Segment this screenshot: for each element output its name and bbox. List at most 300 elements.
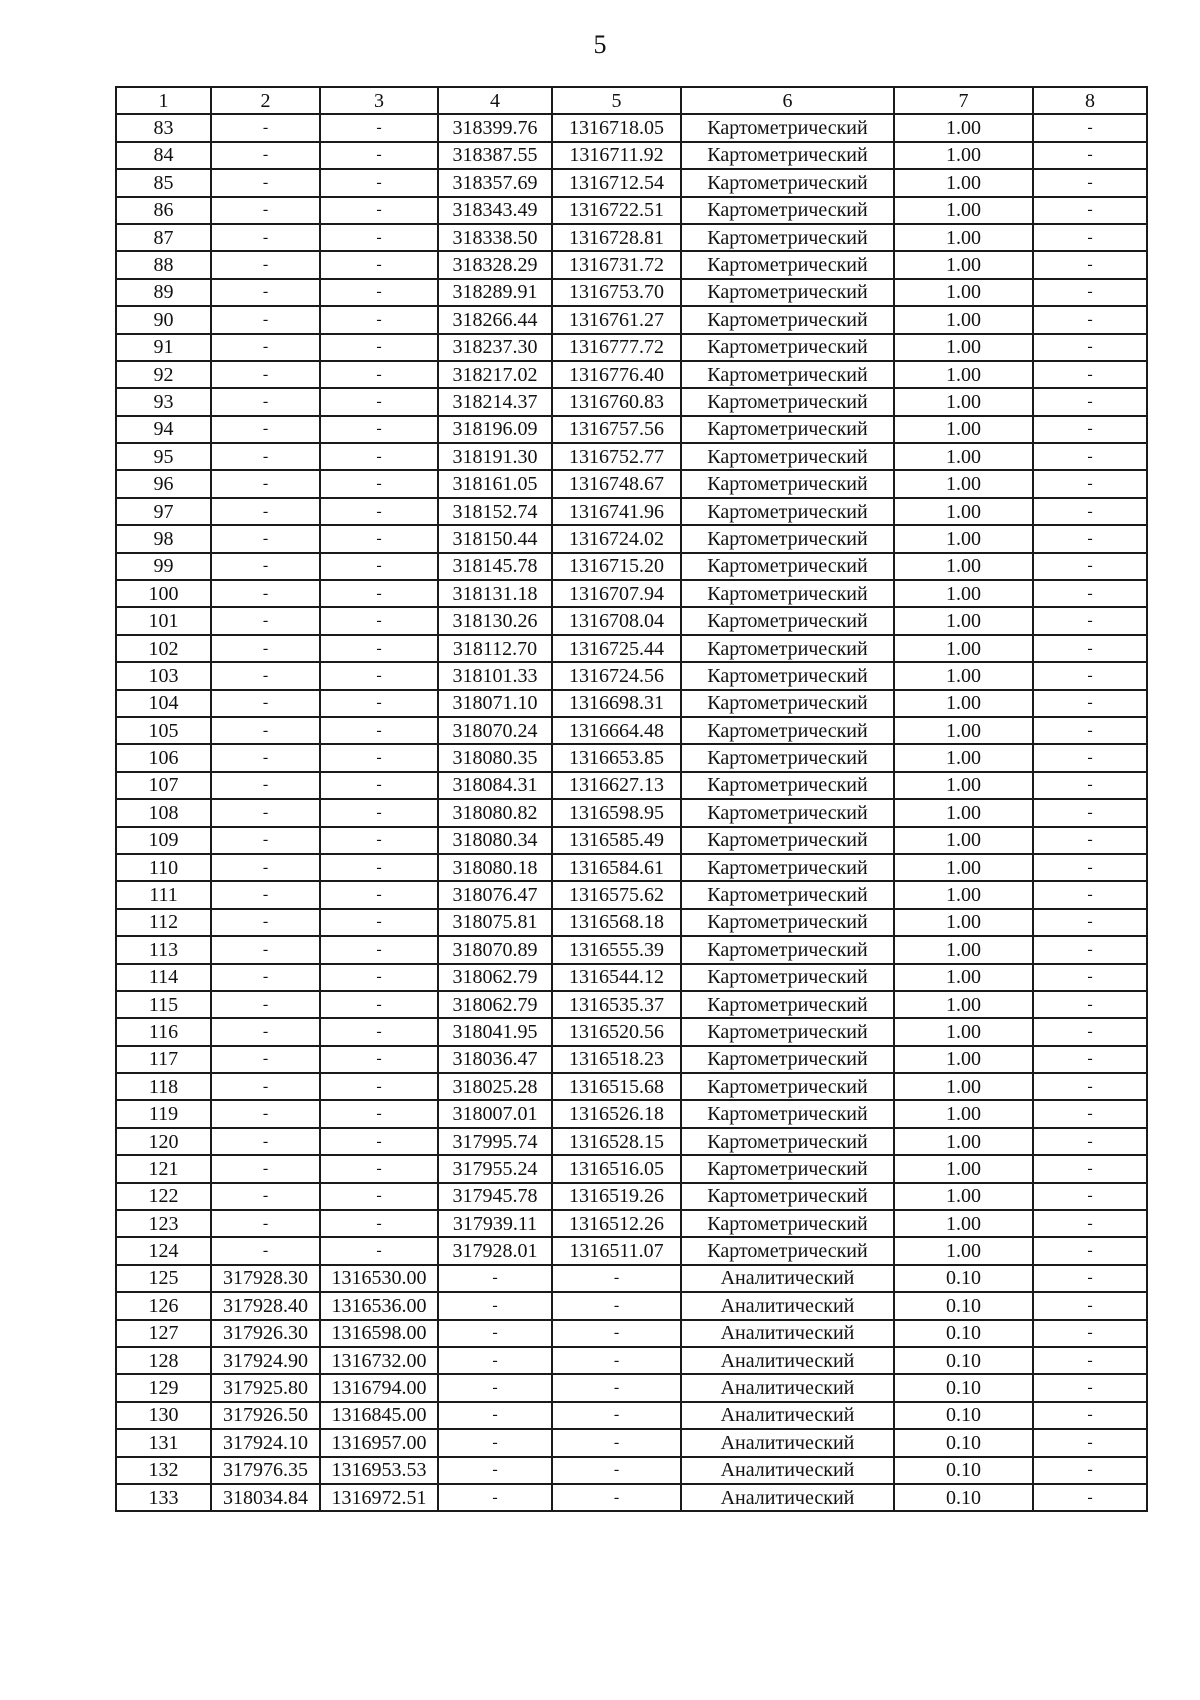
table-cell: - — [211, 1155, 320, 1182]
table-cell: 0.10 — [894, 1347, 1033, 1374]
table-cell: - — [211, 142, 320, 169]
table-cell: 1316520.56 — [552, 1018, 681, 1045]
table-cell: - — [211, 525, 320, 552]
table-cell: 127 — [116, 1320, 211, 1347]
table-cell: 1.00 — [894, 635, 1033, 662]
table-cell: 116 — [116, 1018, 211, 1045]
table-cell: 1316698.31 — [552, 690, 681, 717]
table-cell: 107 — [116, 772, 211, 799]
table-cell: 1.00 — [894, 1155, 1033, 1182]
table-cell: 92 — [116, 361, 211, 388]
table-cell: - — [211, 936, 320, 963]
table-cell: Картометрический — [681, 936, 894, 963]
column-header-8: 8 — [1033, 87, 1147, 114]
table-cell: 89 — [116, 279, 211, 306]
table-cell: 103 — [116, 662, 211, 689]
table-cell: - — [552, 1347, 681, 1374]
table-row — [116, 936, 1147, 963]
table-cell: - — [1033, 881, 1147, 908]
table-cell: - — [320, 1155, 438, 1182]
table-cell: - — [1033, 1265, 1147, 1292]
table-row — [116, 224, 1147, 251]
table-row — [116, 443, 1147, 470]
table-cell: - — [211, 1237, 320, 1264]
table-cell: 96 — [116, 470, 211, 497]
table-cell: - — [1033, 251, 1147, 278]
table-row — [116, 772, 1147, 799]
table-cell: - — [1033, 909, 1147, 936]
table-cell: - — [320, 854, 438, 881]
table-cell: - — [320, 1046, 438, 1073]
table-cell: 84 — [116, 142, 211, 169]
table-cell: Картометрический — [681, 991, 894, 1018]
table-cell: Аналитический — [681, 1265, 894, 1292]
table-cell: 318399.76 — [438, 114, 552, 141]
table-cell: 130 — [116, 1402, 211, 1429]
table-row — [116, 1155, 1147, 1182]
table-row — [116, 525, 1147, 552]
table-cell: Картометрический — [681, 580, 894, 607]
table-cell: - — [1033, 991, 1147, 1018]
table-cell: 1.00 — [894, 1210, 1033, 1237]
table-cell: Картометрический — [681, 827, 894, 854]
table-cell: 1316664.48 — [552, 717, 681, 744]
table-cell: 105 — [116, 717, 211, 744]
table-cell: 0.10 — [894, 1374, 1033, 1401]
table-cell: - — [1033, 1457, 1147, 1484]
table-cell: 1316544.12 — [552, 964, 681, 991]
table-cell: 126 — [116, 1292, 211, 1319]
table-cell: - — [320, 635, 438, 662]
table-cell: - — [438, 1457, 552, 1484]
table-cell: 317924.90 — [211, 1347, 320, 1374]
table-cell: 1.00 — [894, 224, 1033, 251]
table-row — [116, 1320, 1147, 1347]
table-cell: 1316715.20 — [552, 553, 681, 580]
table-cell: 318080.35 — [438, 744, 552, 771]
table-cell: 93 — [116, 388, 211, 415]
table-row — [116, 854, 1147, 881]
table-row — [116, 1265, 1147, 1292]
table-cell: 1316568.18 — [552, 909, 681, 936]
table-cell: 1.00 — [894, 1046, 1033, 1073]
table-cell: 1316724.56 — [552, 662, 681, 689]
table-cell: 129 — [116, 1374, 211, 1401]
table-cell: 1.00 — [894, 361, 1033, 388]
table-row — [116, 909, 1147, 936]
table-cell: 118 — [116, 1073, 211, 1100]
table-cell: - — [211, 635, 320, 662]
table-cell: - — [438, 1347, 552, 1374]
table-cell: 106 — [116, 744, 211, 771]
table-cell: - — [320, 114, 438, 141]
table-row — [116, 1073, 1147, 1100]
table-cell: 1.00 — [894, 909, 1033, 936]
table-row — [116, 1374, 1147, 1401]
table-cell: Картометрический — [681, 251, 894, 278]
table-cell: 318343.49 — [438, 197, 552, 224]
table-cell: Картометрический — [681, 854, 894, 881]
table-cell: 318084.31 — [438, 772, 552, 799]
table-cell: - — [438, 1265, 552, 1292]
table-cell: 83 — [116, 114, 211, 141]
table-cell: 1.00 — [894, 251, 1033, 278]
table-cell: 122 — [116, 1183, 211, 1210]
table-cell: 1.00 — [894, 1073, 1033, 1100]
table-cell: 1.00 — [894, 964, 1033, 991]
table-cell: - — [320, 251, 438, 278]
table-row — [116, 1484, 1147, 1511]
table-cell: 1.00 — [894, 1237, 1033, 1264]
table-cell: Картометрический — [681, 1210, 894, 1237]
table-row — [116, 169, 1147, 196]
table-cell: 1.00 — [894, 470, 1033, 497]
table-cell: 87 — [116, 224, 211, 251]
table-row — [116, 142, 1147, 169]
table-cell: 100 — [116, 580, 211, 607]
table-cell: - — [320, 881, 438, 908]
table-cell: - — [211, 114, 320, 141]
table-cell: - — [1033, 1210, 1147, 1237]
table-cell: 124 — [116, 1237, 211, 1264]
table-cell: 0.10 — [894, 1265, 1033, 1292]
table-cell: - — [320, 827, 438, 854]
table-cell: 318075.81 — [438, 909, 552, 936]
table-cell: - — [438, 1429, 552, 1456]
table-cell: 1316777.72 — [552, 334, 681, 361]
table-cell: - — [1033, 553, 1147, 580]
table-cell: 317924.10 — [211, 1429, 320, 1456]
table-cell: 1316555.39 — [552, 936, 681, 963]
table-row — [116, 1046, 1147, 1073]
table-cell: 318357.69 — [438, 169, 552, 196]
table-cell: Картометрический — [681, 690, 894, 717]
table-cell: 1316518.23 — [552, 1046, 681, 1073]
table-cell: 117 — [116, 1046, 211, 1073]
table-cell: 121 — [116, 1155, 211, 1182]
table-cell: - — [320, 662, 438, 689]
table-cell: Картометрический — [681, 635, 894, 662]
table-body — [116, 114, 1147, 1511]
table-cell: 318080.34 — [438, 827, 552, 854]
table-cell: - — [211, 690, 320, 717]
table-cell: 1316535.37 — [552, 991, 681, 1018]
table-cell: 318025.28 — [438, 1073, 552, 1100]
table-cell: - — [320, 361, 438, 388]
table-cell: - — [1033, 1018, 1147, 1045]
table-cell: - — [320, 334, 438, 361]
table-cell: - — [320, 1210, 438, 1237]
table-cell: - — [1033, 388, 1147, 415]
table-cell: 1.00 — [894, 525, 1033, 552]
table-row — [116, 1402, 1147, 1429]
table-cell: Картометрический — [681, 553, 894, 580]
table-cell: - — [1033, 1320, 1147, 1347]
table-row — [116, 498, 1147, 525]
table-cell: 1316536.00 — [320, 1292, 438, 1319]
table-cell: Картометрический — [681, 662, 894, 689]
table-cell: - — [211, 197, 320, 224]
table-cell: 317925.80 — [211, 1374, 320, 1401]
table-cell: Картометрический — [681, 525, 894, 552]
table-cell: 317939.11 — [438, 1210, 552, 1237]
table-cell: Картометрический — [681, 224, 894, 251]
table-cell: Картометрический — [681, 1237, 894, 1264]
table-cell: 1316845.00 — [320, 1402, 438, 1429]
table-cell: Картометрический — [681, 197, 894, 224]
table-cell: - — [1033, 964, 1147, 991]
table-cell: 91 — [116, 334, 211, 361]
table-cell: 1.00 — [894, 662, 1033, 689]
table-cell: - — [320, 936, 438, 963]
table-cell: Картометрический — [681, 443, 894, 470]
table-cell: - — [1033, 580, 1147, 607]
table-cell: - — [211, 553, 320, 580]
table-cell: 109 — [116, 827, 211, 854]
table-row — [116, 251, 1147, 278]
table-cell: 1.00 — [894, 197, 1033, 224]
table-cell: - — [320, 799, 438, 826]
table-cell: - — [438, 1292, 552, 1319]
table-cell: - — [1033, 1155, 1147, 1182]
table-cell: 318036.47 — [438, 1046, 552, 1073]
table-row — [116, 1210, 1147, 1237]
table-cell: - — [1033, 1046, 1147, 1073]
table-cell: 318131.18 — [438, 580, 552, 607]
table-cell: - — [1033, 607, 1147, 634]
table-cell: 0.10 — [894, 1402, 1033, 1429]
table-cell: - — [1033, 827, 1147, 854]
table-cell: - — [211, 964, 320, 991]
table-cell: - — [320, 306, 438, 333]
table-cell: 1316724.02 — [552, 525, 681, 552]
table-cell: 1.00 — [894, 607, 1033, 634]
table-cell: - — [320, 744, 438, 771]
column-header-7: 7 — [894, 87, 1033, 114]
table-cell: 1316515.68 — [552, 1073, 681, 1100]
table-cell: 133 — [116, 1484, 211, 1511]
table-cell: 1316516.05 — [552, 1155, 681, 1182]
table-cell: 1.00 — [894, 827, 1033, 854]
table-cell: - — [320, 1018, 438, 1045]
table-cell: - — [1033, 1237, 1147, 1264]
column-header-3: 3 — [320, 87, 438, 114]
table-cell: - — [211, 854, 320, 881]
table-cell: 318070.89 — [438, 936, 552, 963]
table-cell: Картометрический — [681, 717, 894, 744]
table-cell: 1.00 — [894, 580, 1033, 607]
table-cell: - — [320, 169, 438, 196]
table-cell: 1.00 — [894, 553, 1033, 580]
table-cell: 119 — [116, 1100, 211, 1127]
table-row — [116, 717, 1147, 744]
table-cell: - — [1033, 662, 1147, 689]
table-cell: - — [552, 1457, 681, 1484]
table-cell: Аналитический — [681, 1402, 894, 1429]
table-cell: - — [320, 197, 438, 224]
table-cell: 88 — [116, 251, 211, 278]
table-cell: - — [211, 361, 320, 388]
table-cell: - — [320, 443, 438, 470]
table-cell: - — [1033, 443, 1147, 470]
table-row — [116, 991, 1147, 1018]
table-cell: - — [320, 525, 438, 552]
table-cell: 318289.91 — [438, 279, 552, 306]
table-cell: 0.10 — [894, 1457, 1033, 1484]
table-cell: - — [320, 1073, 438, 1100]
table-row — [116, 964, 1147, 991]
table-cell: 1.00 — [894, 1183, 1033, 1210]
table-cell: 1.00 — [894, 443, 1033, 470]
table-cell: - — [552, 1265, 681, 1292]
table-cell: - — [1033, 717, 1147, 744]
table-cell: 1316707.94 — [552, 580, 681, 607]
table-cell: Картометрический — [681, 416, 894, 443]
table-cell: 123 — [116, 1210, 211, 1237]
table-cell: Картометрический — [681, 169, 894, 196]
table-cell: - — [438, 1374, 552, 1401]
table-cell: 318130.26 — [438, 607, 552, 634]
table-cell: 1.00 — [894, 498, 1033, 525]
table-cell: - — [552, 1402, 681, 1429]
table-cell: 1.00 — [894, 1128, 1033, 1155]
table-cell: Картометрический — [681, 470, 894, 497]
table-cell: 1316776.40 — [552, 361, 681, 388]
table-cell: 112 — [116, 909, 211, 936]
table-cell: 318237.30 — [438, 334, 552, 361]
table-cell: 318070.24 — [438, 717, 552, 744]
table-row — [116, 827, 1147, 854]
table-row — [116, 1347, 1147, 1374]
table-cell: - — [211, 827, 320, 854]
table-cell: 318071.10 — [438, 690, 552, 717]
table-cell: 1316575.62 — [552, 881, 681, 908]
table-cell: 1316794.00 — [320, 1374, 438, 1401]
table-cell: - — [1033, 1374, 1147, 1401]
table-cell: Аналитический — [681, 1320, 894, 1347]
table-cell: - — [1033, 635, 1147, 662]
table-row — [116, 334, 1147, 361]
table-cell: - — [320, 991, 438, 1018]
table-cell: 318101.33 — [438, 662, 552, 689]
table-cell: 1316519.26 — [552, 1183, 681, 1210]
table-cell: Картометрический — [681, 388, 894, 415]
table-row — [116, 553, 1147, 580]
table-row — [116, 306, 1147, 333]
table-cell: 1.00 — [894, 1018, 1033, 1045]
table-cell: Картометрический — [681, 1018, 894, 1045]
table-cell: 110 — [116, 854, 211, 881]
coordinates-table — [115, 86, 1148, 1512]
table-cell: 318328.29 — [438, 251, 552, 278]
table-cell: - — [1033, 197, 1147, 224]
table-cell: 317928.40 — [211, 1292, 320, 1319]
table-cell: 318161.05 — [438, 470, 552, 497]
table-cell: 318112.70 — [438, 635, 552, 662]
table-cell: - — [1033, 744, 1147, 771]
table-cell: - — [1033, 114, 1147, 141]
table-cell: 1316748.67 — [552, 470, 681, 497]
column-header-5: 5 — [552, 87, 681, 114]
table-cell: - — [320, 224, 438, 251]
table-cell: Картометрический — [681, 772, 894, 799]
table-cell: 1316732.00 — [320, 1347, 438, 1374]
table-row — [116, 799, 1147, 826]
table-row — [116, 1292, 1147, 1319]
table-cell: 318080.82 — [438, 799, 552, 826]
table-row — [116, 690, 1147, 717]
table-cell: Картометрический — [681, 1100, 894, 1127]
table-cell: 318076.47 — [438, 881, 552, 908]
table-cell: 317928.01 — [438, 1237, 552, 1264]
table-cell: 1.00 — [894, 991, 1033, 1018]
column-header-2: 2 — [211, 87, 320, 114]
table-cell: - — [320, 470, 438, 497]
table-cell: 86 — [116, 197, 211, 224]
table-row — [116, 416, 1147, 443]
table-cell: 97 — [116, 498, 211, 525]
table-cell: - — [1033, 1073, 1147, 1100]
table-cell: 318217.02 — [438, 361, 552, 388]
table-cell: - — [211, 279, 320, 306]
table-cell: - — [320, 909, 438, 936]
table-cell: 95 — [116, 443, 211, 470]
table-cell: 0.10 — [894, 1484, 1033, 1511]
table-cell: 85 — [116, 169, 211, 196]
table-cell: - — [320, 1100, 438, 1127]
table-cell: Картометрический — [681, 1183, 894, 1210]
table-cell: 1316712.54 — [552, 169, 681, 196]
table-cell: 111 — [116, 881, 211, 908]
table-cell: 1316725.44 — [552, 635, 681, 662]
page-number: 5 — [593, 30, 607, 59]
table-cell: - — [552, 1429, 681, 1456]
table-cell: 317955.24 — [438, 1155, 552, 1182]
table-cell: - — [211, 443, 320, 470]
table-cell: - — [211, 169, 320, 196]
table-cell: Аналитический — [681, 1374, 894, 1401]
table-row — [116, 1128, 1147, 1155]
table-cell: 318041.95 — [438, 1018, 552, 1045]
table-row — [116, 1457, 1147, 1484]
table-cell: 318266.44 — [438, 306, 552, 333]
table-cell: - — [320, 142, 438, 169]
table-cell: 1.00 — [894, 334, 1033, 361]
table-cell: 318196.09 — [438, 416, 552, 443]
table-cell: 317928.30 — [211, 1265, 320, 1292]
table-cell: 94 — [116, 416, 211, 443]
table-cell: 1316957.00 — [320, 1429, 438, 1456]
table-cell: - — [211, 717, 320, 744]
table-cell: 1316528.15 — [552, 1128, 681, 1155]
table-cell: 1.00 — [894, 881, 1033, 908]
table-cell: 1316953.53 — [320, 1457, 438, 1484]
table-cell: 1.00 — [894, 717, 1033, 744]
table-cell: - — [211, 334, 320, 361]
table-cell: 1316708.04 — [552, 607, 681, 634]
table-cell: - — [1033, 936, 1147, 963]
table-cell: - — [320, 1128, 438, 1155]
table-cell: - — [438, 1402, 552, 1429]
table-cell: - — [1033, 334, 1147, 361]
table-cell: - — [211, 607, 320, 634]
table-cell: 1316728.81 — [552, 224, 681, 251]
table-row — [116, 1100, 1147, 1127]
table-header-row — [116, 87, 1147, 114]
table-cell: 115 — [116, 991, 211, 1018]
table-row — [116, 881, 1147, 908]
table-cell: - — [320, 1183, 438, 1210]
